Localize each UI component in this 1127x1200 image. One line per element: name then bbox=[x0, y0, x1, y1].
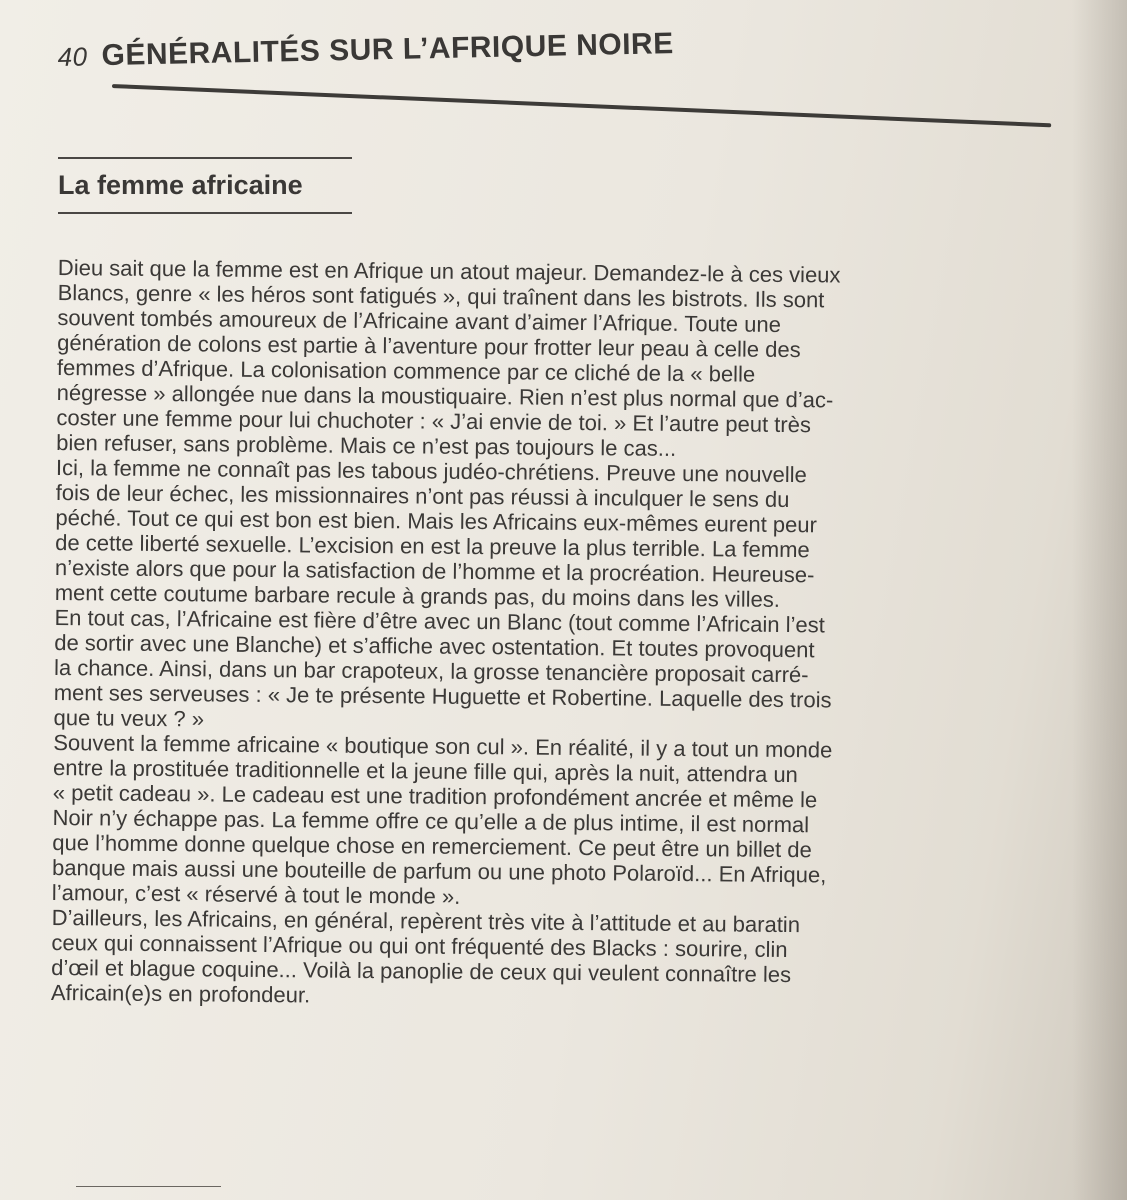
text-line: négresse » allongée nue dans la moustiquaire. Rien n’est plus normal que d’ac- bbox=[56, 379, 834, 413]
text-line: D’ailleurs, les Africains, en général, repèrent très vite à l’attitude et au baratin bbox=[51, 904, 801, 938]
text-line: Africain(e)s en profondeur. bbox=[50, 979, 311, 1008]
text-line: la chance. Ainsi, dans un bar crapoteux, la grosse tenancière proposait carré- bbox=[53, 654, 809, 688]
text-line: ceux qui connaissent l’Afrique ou qui ont fréquenté des Blacks : sourire, clin bbox=[51, 929, 788, 963]
text-line: de sortir avec une Blanche) et s’affiche avec ostentation. Et toutes provoquent bbox=[54, 629, 815, 663]
text-line: coster une femme pour lui chuchoter : « J’ai envie de toi. » Et l’autre peut très bbox=[56, 404, 812, 438]
text-line: banque mais aussi une bouteille de parfum ou une photo Polaroïd... En Afrique, bbox=[52, 854, 827, 888]
text-line: n’existe alors que pour la satisfaction de l’homme et la procréation. Heureuse- bbox=[54, 554, 815, 588]
text-line: génération de colons est partie à l’aventure pour frotter leur peau à celle des bbox=[57, 329, 801, 363]
running-title: GÉNÉRALITÉS SUR L’AFRIQUE NOIRE bbox=[101, 27, 674, 73]
page-number: 40 bbox=[57, 41, 88, 73]
running-head bbox=[57, 27, 674, 74]
text-line: que l’homme donne quelque chose en remerciement. Ce peut être un billet de bbox=[52, 829, 812, 863]
header-rule bbox=[112, 84, 1051, 127]
text-line: entre la prostituée traditionnelle et la jeune fille qui, après la nuit, attendra un bbox=[52, 754, 798, 788]
text-line: de cette liberté sexuelle. L’excision en est la preuve la plus terrible. La femme bbox=[55, 529, 810, 563]
section-rule-bottom bbox=[58, 212, 352, 214]
footnote-rule bbox=[76, 1186, 221, 1187]
section-title: La femme africaine bbox=[58, 170, 303, 200]
text-line: femmes d’Afrique. La colonisation commence par ce cliché de la « belle bbox=[56, 354, 756, 387]
text-line: Souvent la femme africaine « boutique son cul ». En réalité, il y a tout un monde bbox=[53, 729, 833, 763]
text-line: fois de leur échec, les missionnaires n’ont pas réussi à inculquer le sens du bbox=[55, 479, 790, 513]
text-line: Dieu sait que la femme est en Afrique un atout majeur. Demandez-le à ces vieux bbox=[57, 255, 841, 288]
page-curve-shadow bbox=[1072, 0, 1127, 1200]
text-line: ment cette coutume barbare recule à grands pas, du moins dans les villes. bbox=[54, 579, 781, 612]
text-line: d’œil et blague coquine... Voilà la panoplie de ceux qui veulent connaître les bbox=[51, 954, 792, 988]
text-line: que tu veux ? » bbox=[53, 704, 205, 732]
text-line: ment ses serveuses : « Je te présente Huguette et Robertine. Laquelle des trois bbox=[53, 679, 832, 713]
text-line: l’amour, c’est « réservé à tout le monde ». bbox=[51, 879, 461, 909]
body-text bbox=[51, 255, 1078, 1015]
text-line: En tout cas, l’Africaine est fière d’être avec un Blanc (tout comme l’Africain l’est bbox=[54, 604, 825, 638]
text-line: Blancs, genre « les héros sont fatigués », qui traînent dans les bistrots. Ils sont bbox=[57, 279, 825, 313]
text-line: souvent tombés amoureux de l’Africaine avant d’aimer l’Afrique. Toute une bbox=[57, 304, 782, 337]
section-rule-top bbox=[58, 157, 352, 159]
text-line: péché. Tout ce qui est bon est bien. Mais les Africains eux-mêmes eurent peur bbox=[55, 504, 818, 538]
text-line: « petit cadeau ». Le cadeau est une tradition profondément ancrée et même le bbox=[52, 779, 818, 813]
text-line: Ici, la femme ne connaît pas les tabous judéo-chrétiens. Preuve une nouvelle bbox=[55, 454, 807, 488]
text-line: Noir n’y échappe pas. La femme offre ce qu’elle a de plus intime, il est normal bbox=[52, 804, 810, 838]
text-line: bien refuser, sans problème. Mais ce n’est pas toujours le cas... bbox=[56, 429, 677, 461]
